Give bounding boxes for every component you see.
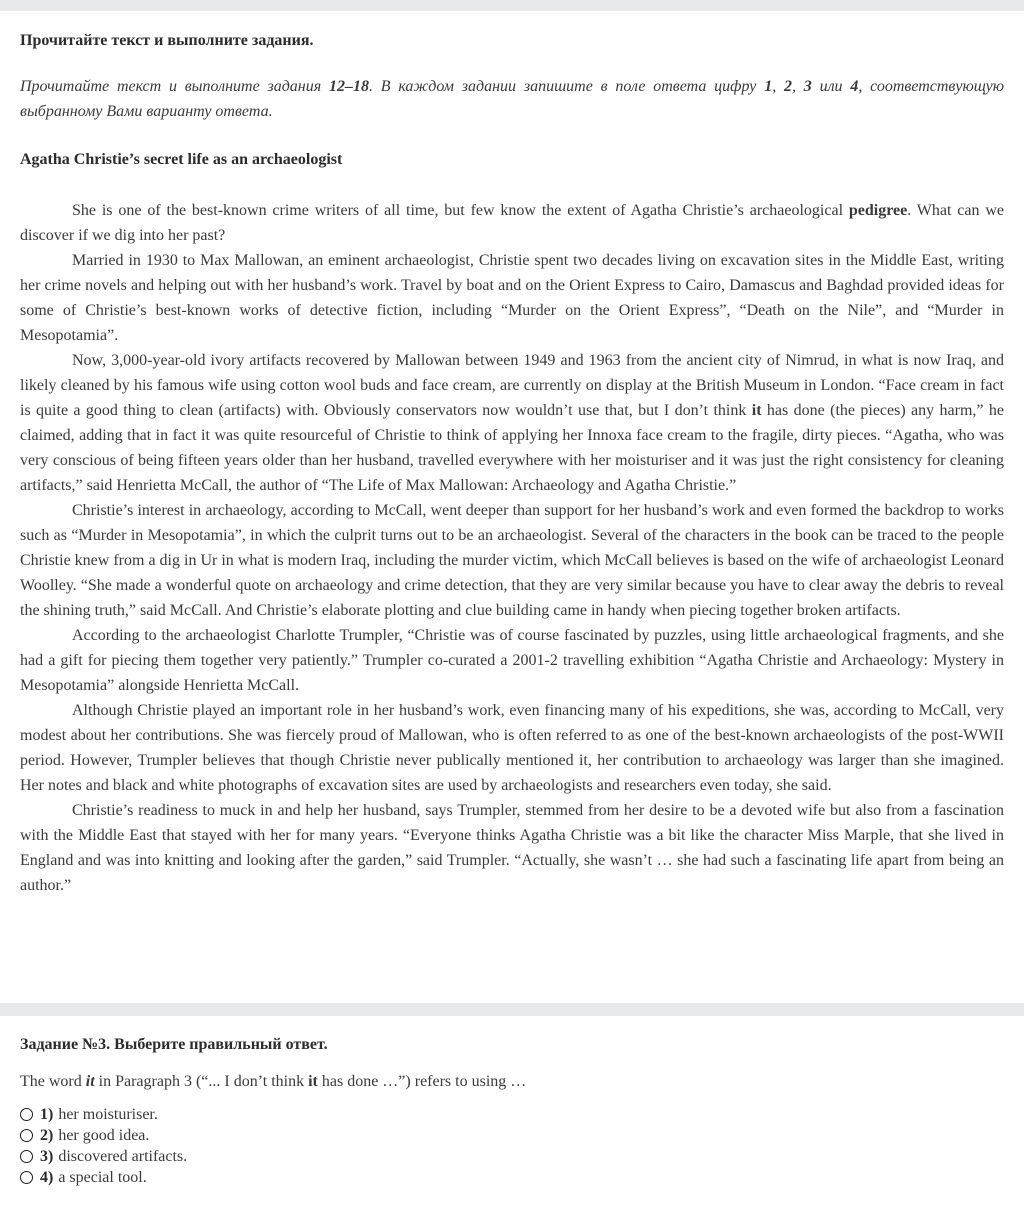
answer-option-3[interactable] <box>20 1146 1004 1167</box>
article-title: Agatha Christie’s secret life as an archaeologist <box>20 151 343 168</box>
article-body <box>20 198 1004 898</box>
article-paragraph-4: Christie’s interest in archaeology, according to McCall, went deeper than support for her husband’s work and even formed the backdrop to works such as “Murder in Mesopotamia”, in which the culprit turns out to be an archaeologist. Several of the characters in the book can be traced to the people Christie knew from a dig in Ur in what is modern Iraq, including the murder victim, which McCall believes is based on the wife of archaeologist Leonard Woolley. “She made a wonderful quote on archaeology and crime detection, that they are very similar because you have to clear away the debris to reveal the shining truth,” said McCall. And Christie’s elaborate plotting and clue building came in handy when piecing together broken artifacts. <box>20 502 1004 619</box>
radio-button-icon-4[interactable] <box>20 1171 33 1184</box>
article-paragraph-3: Now, 3,000-year-old ivory artifacts recovered by Mallowan between 1949 and 1963 from the ancient city of Nimrud, in what is now Iraq, and likely cleaned by his famous wife using cotton wool buds and face cream, are currently on display at the British Museum in London. “Face cream in fact is quite a good thing to clean (artifacts) with. Obviously conservators now wouldn’t use that, but I don’t think it has done (the pieces) any harm,” he claimed, adding that in fact it was quite resourceful of Christie to think of applying her Innoxa face cream to the fragile, dirty pieces. “Agatha, who was very conscious of being fifteen years older than her husband, travelled everywhere with her moisturiser and it was just the right consistency for cleaning artifacts,” said Henrietta McCall, the author of “The Life of Max Mallowan: Archaeology and Agatha Christie.” <box>20 352 1005 494</box>
answer-option-1[interactable] <box>20 1104 1004 1125</box>
radio-button-icon-1[interactable] <box>20 1108 33 1121</box>
answer-options <box>20 1104 1004 1188</box>
radio-button-icon-3[interactable] <box>20 1150 33 1163</box>
option-label: a special tool. <box>58 1168 147 1186</box>
question-section <box>0 1035 1024 1230</box>
article-paragraph-7: Christie’s readiness to muck in and help her husband, says Trumpler, stemmed from her desire to be a devoted wife but also from a fascination with the Middle East that stayed with her for many years. “Everyone thinks Agatha Christie was a bit like the character Miss Marple, that she lived in England and was into knitting and looking after the garden,” said Trumpler. “Actually, she wasn’t … she had such a fascinating life apart from being an author.” <box>20 802 1004 894</box>
radio-button-icon-2[interactable] <box>20 1129 33 1142</box>
reading-section <box>0 11 1024 1003</box>
article-paragraph-2: Married in 1930 to Max Mallowan, an eminent archaeologist, Christie spent two decades living on excavation sites in the Middle East, writing her crime novels and helping out with her husband’s work. Travel by boat and on the Orient Express to Cairo, Damascus and Baghdad provided ideas for some of Christie’s best-known works of detective fiction, including “Murder on the Orient Express”, “Death on the Nile”, and “Murder in Mesopotamia”. <box>20 252 1004 344</box>
answer-option-2[interactable] <box>20 1125 1004 1146</box>
question-prompt: The word it in Paragraph 3 (“... I don’t think it has done …”) refers to using … <box>20 1073 527 1090</box>
option-number: 3) <box>40 1147 54 1165</box>
article-paragraph-5: According to the archaeologist Charlotte Trumpler, “Christie was of course fascinated by puzzles, using little archaeological fragments, and she had a gift for piecing them together very patiently.” Trumpler co-curated a 2001-2 travelling exhibition “Agatha Christie and Archaeology: Mystery in Mesopotamia” alongside Henrietta McCall. <box>20 627 1004 694</box>
article-paragraph-1: She is one of the best-known crime writers of all time, but few know the extent of Agatha Christie’s archaeological pedigree. What can we discover if we dig into her past? <box>20 202 1005 244</box>
article-paragraph-6: Although Christie played an important role in her husband’s work, even financing many of his expeditions, she was, according to McCall, very modest about her contributions. She was fiercely proud of Mallowan, who is often referred to as one of the best-known archaeologists of the post-WWII period. However, Trumpler believes that though Christie never publically mentioned it, her contribution to archaeology was larger than she imagined. Her notes and black and white photographs of excavation sites are used by archaeologists and researchers even today, she said. <box>20 702 1004 794</box>
section-instruction-heading: Прочитайте текст и выполните задания. <box>20 32 314 49</box>
option-number: 1) <box>40 1105 54 1123</box>
task-instruction-text: Прочитайте текст и выполните задания 12–18. В каждом задании запишите в поле ответа цифру 1, 2, 3 или 4, соответствующую выбранному Вами варианту ответа. <box>20 78 1005 120</box>
page-top-strip <box>0 0 1024 11</box>
question-heading: Задание №3. Выберите правильный ответ. <box>20 1036 328 1053</box>
option-number: 4) <box>40 1168 54 1186</box>
option-label: her good idea. <box>58 1126 150 1144</box>
option-label: her moisturiser. <box>58 1105 158 1123</box>
section-divider <box>0 1003 1024 1016</box>
answer-option-4[interactable] <box>20 1167 1004 1188</box>
option-number: 2) <box>40 1126 54 1144</box>
option-label: discovered artifacts. <box>58 1147 188 1165</box>
